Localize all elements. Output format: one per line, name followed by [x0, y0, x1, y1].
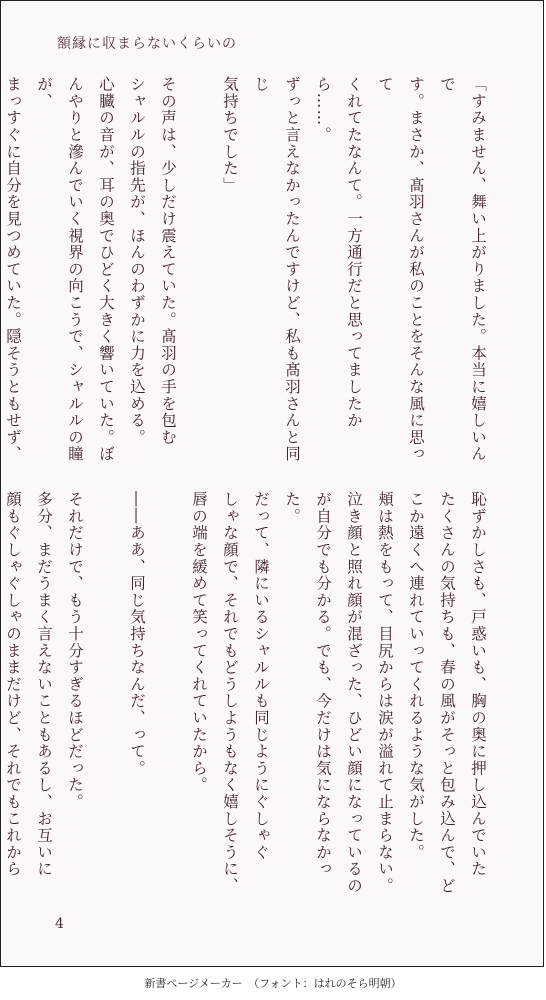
- paragraph: それだけで、もう十分すぎるほどだった。 多分、まだうまく言えないこともあるし、お互いに 顔もぐしゃぐしゃのままだけど、それでもこれから: [4, 491, 84, 878]
- running-header: 額縁に収まらないくらいの: [57, 36, 237, 52]
- blank-line: [183, 76, 214, 476]
- upper-text-block: [4, 76, 493, 476]
- footer-credit: 新書ページメーカー （フォント：はれのそら明朝）: [144, 977, 402, 990]
- page-number: 4: [55, 916, 64, 932]
- paragraph-dialogue: 「すみません、舞い上がりました。本当に嬉しいんで す。まさか、髙羽さんが私のことをそんな風に思って くれてたなんて。一方通行だと思ってましたから……。 ずっと言えなかったんですけど、私も髙羽さんと同じ 気持ちでした」: [221, 76, 487, 463]
- paragraph: 恥ずかしさも、戸惑いも、胸の奥に押し込んでいた たくさんの気持ちも、春の風がそっと包み込んで、ど こか遠くへ連れていってくれるような気がした。: [407, 491, 487, 895]
- blank-line: [152, 491, 183, 901]
- paragraph: その声は、少しだけ震えていた。髙羽の手を包む シャルルの指先が、ほんのわずかに力を込める。 心臓の音が、耳の奥でひどく大きく響いていた。ぼ んやりと滲んでいく視界の向こうで、シャルルの瞳が、 まっすぐに自分を見つめていた。隠そうともせず、: [4, 76, 177, 463]
- lower-text-block: [4, 491, 493, 901]
- paragraph: 頬は熱をもって、目尻からは涙が溢れて止まらない。 泣き顔と照れ顔が混ざった、ひどい顔になっているの が自分でも分かる。でも、今だけは気にならなかった。 だって、隣にいるシャルルも同じようにぐしゃぐ しゃな顔で、それでもどうしようもなく嬉しそうに、 唇の端を緩めて笑ってくれていたから。: [190, 491, 394, 895]
- blank-line: [90, 491, 121, 901]
- paragraph-monologue: ――ああ、同じ気持ちなんだ、って。: [128, 491, 146, 777]
